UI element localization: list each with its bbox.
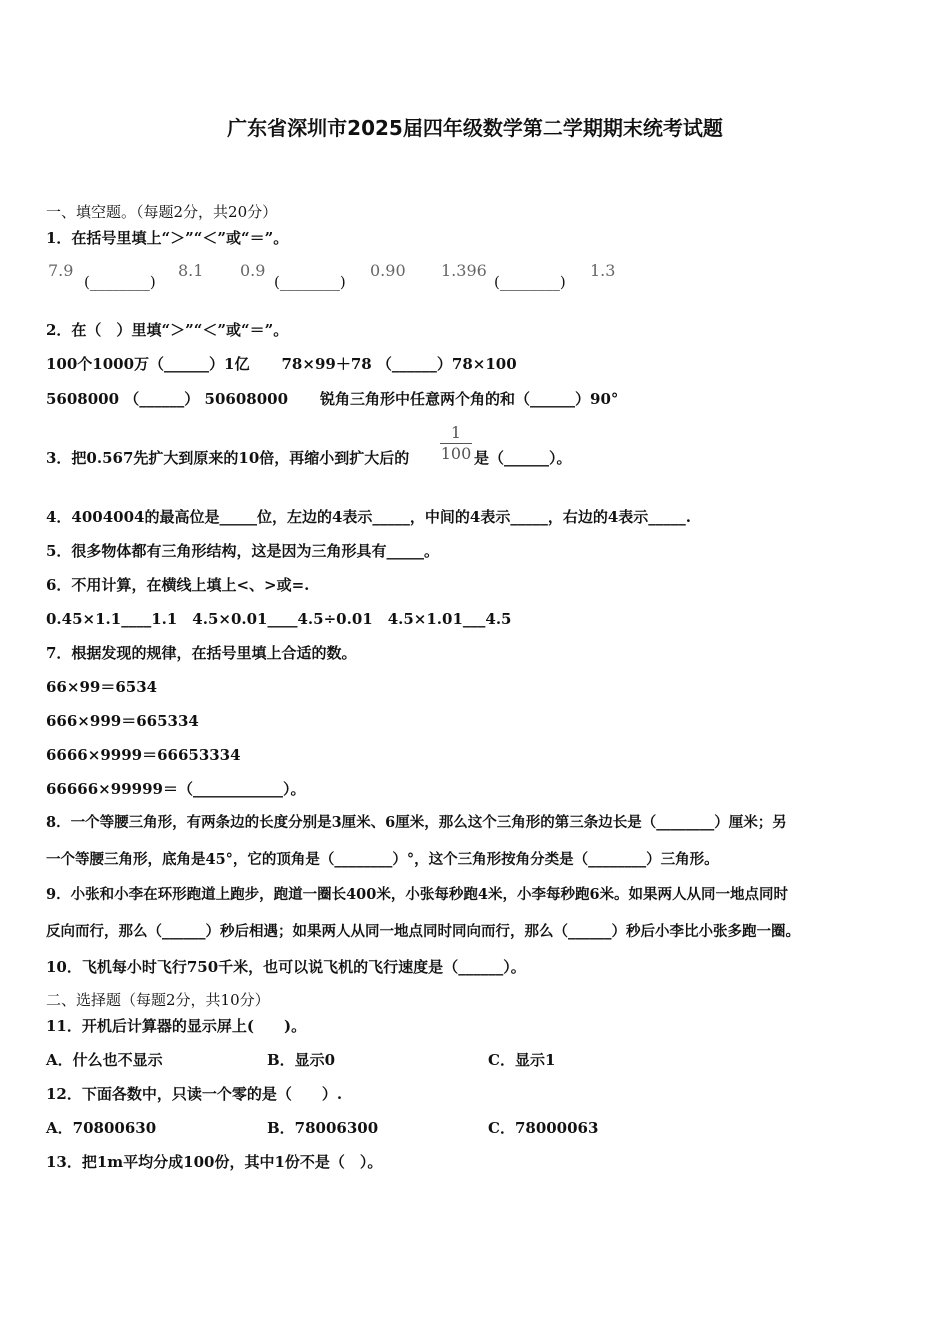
q2-row1b: 78×99＋78 （______）78×100 <box>281 355 517 373</box>
q3-fraction <box>438 424 474 463</box>
section2-header: 二、选择题（每题2分，共10分） <box>46 991 270 1009</box>
q9-line1: 9．小张和小李在环形跑道上跑步，跑道一圈长400米，小张每秒跑4米，小李每秒跑6米。如果两人从同一地点同时 <box>46 886 789 903</box>
page-title: 广东省深圳市2025届四年级数学第二学期期末统考试题 <box>227 116 723 140</box>
q2-text: 2．在（ ）里填“＞”“＜”或“＝”。 <box>46 321 289 339</box>
q1-item3-left: 1.396 <box>441 261 487 280</box>
q11-option-c[interactable]: C．显示1 <box>488 1051 556 1069</box>
q6-line: 0.45×1.1____1.1 4.5×0.01____4.5÷0.01 4.5×1.01___4.5 <box>46 610 512 628</box>
q7-text: 7．根据发现的规律，在括号里填上合适的数。 <box>46 644 357 662</box>
q2-row2 <box>46 389 618 409</box>
q7-line1: 66×99＝6534 <box>46 678 158 696</box>
q3-fraction-numerator: 1 <box>450 423 462 442</box>
q2-row2b: 锐角三角形中任意两个角的和（______）90° <box>320 390 619 408</box>
q7-line2: 666×999＝665334 <box>46 712 199 730</box>
q1-item3-blank[interactable]: (________) <box>494 273 566 291</box>
q3-before: 3．把0.567先扩大到原来的10倍，再缩小到扩大后的 <box>46 449 410 467</box>
q2-row2a: 5608000 （______） 50608000 <box>46 390 288 408</box>
q6-text: 6．不用计算，在横线上填上<、>或=. <box>46 576 310 594</box>
q1-text: 1．在括号里填上“＞”“＜”或“＝”。 <box>46 229 289 247</box>
q11-option-b[interactable]: B．显示0 <box>267 1051 336 1069</box>
q3-after: 是（______）。 <box>474 449 572 467</box>
q1-item1-left: 7.9 <box>48 261 74 280</box>
q1-item1-right: 8.1 <box>178 261 204 280</box>
q2-row1a: 100个1000万（______）1亿 <box>46 355 250 373</box>
q2-row1 <box>46 354 517 374</box>
q7-line4: 66666×99999＝（____________）。 <box>46 780 306 798</box>
q12-option-a[interactable]: A．70800630 <box>46 1119 157 1137</box>
q11-text: 11．开机后计算器的显示屏上( )。 <box>46 1017 307 1035</box>
q1-item2-right: 0.90 <box>370 261 406 280</box>
q3-fraction-denominator: 100 <box>440 444 472 463</box>
q1-item2-blank[interactable]: (________) <box>274 273 346 291</box>
q7-line3: 6666×9999＝66653334 <box>46 746 241 764</box>
q8-line2: 一个等腰三角形，底角是45°，它的顶角是（________）°，这个三角形按角分类是（________）三角形。 <box>46 851 719 868</box>
q10-text: 10．飞机每小时飞行750千米，也可以说飞机的飞行速度是（______）。 <box>46 958 526 976</box>
q9-line2: 反向而行，那么（______）秒后相遇；如果两人从同一地点同时同向而行，那么（______）秒后小李比小张多跑一圈。 <box>46 923 800 940</box>
q5-text: 5．很多物体都有三角形结构，这是因为三角形具有_____。 <box>46 542 439 560</box>
q12-text: 12．下面各数中，只读一个零的是（ ）. <box>46 1085 343 1103</box>
q11-option-a[interactable]: A．什么也不显示 <box>46 1051 163 1069</box>
q13-text: 13．把1m平均分成100份，其中1份不是（ ）。 <box>46 1153 383 1171</box>
q12-option-b[interactable]: B．78006300 <box>267 1119 379 1137</box>
q4-text: 4．4004004的最高位是_____位，左边的4表示_____，中间的4表示_____，右边的4表示_____. <box>46 508 692 526</box>
q8-line1: 8．一个等腰三角形，有两条边的长度分别是3厘米、6厘米，那么这个三角形的第三条边长是（________）厘米；另 <box>46 814 787 831</box>
q1-item1-blank[interactable]: (________) <box>84 273 156 291</box>
q12-option-c[interactable]: C．78000063 <box>488 1119 599 1137</box>
section1-header: 一、填空题。（每题2分，共20分） <box>46 203 278 221</box>
q1-item3-right: 1.3 <box>590 261 616 280</box>
q1-item2-left: 0.9 <box>240 261 266 280</box>
